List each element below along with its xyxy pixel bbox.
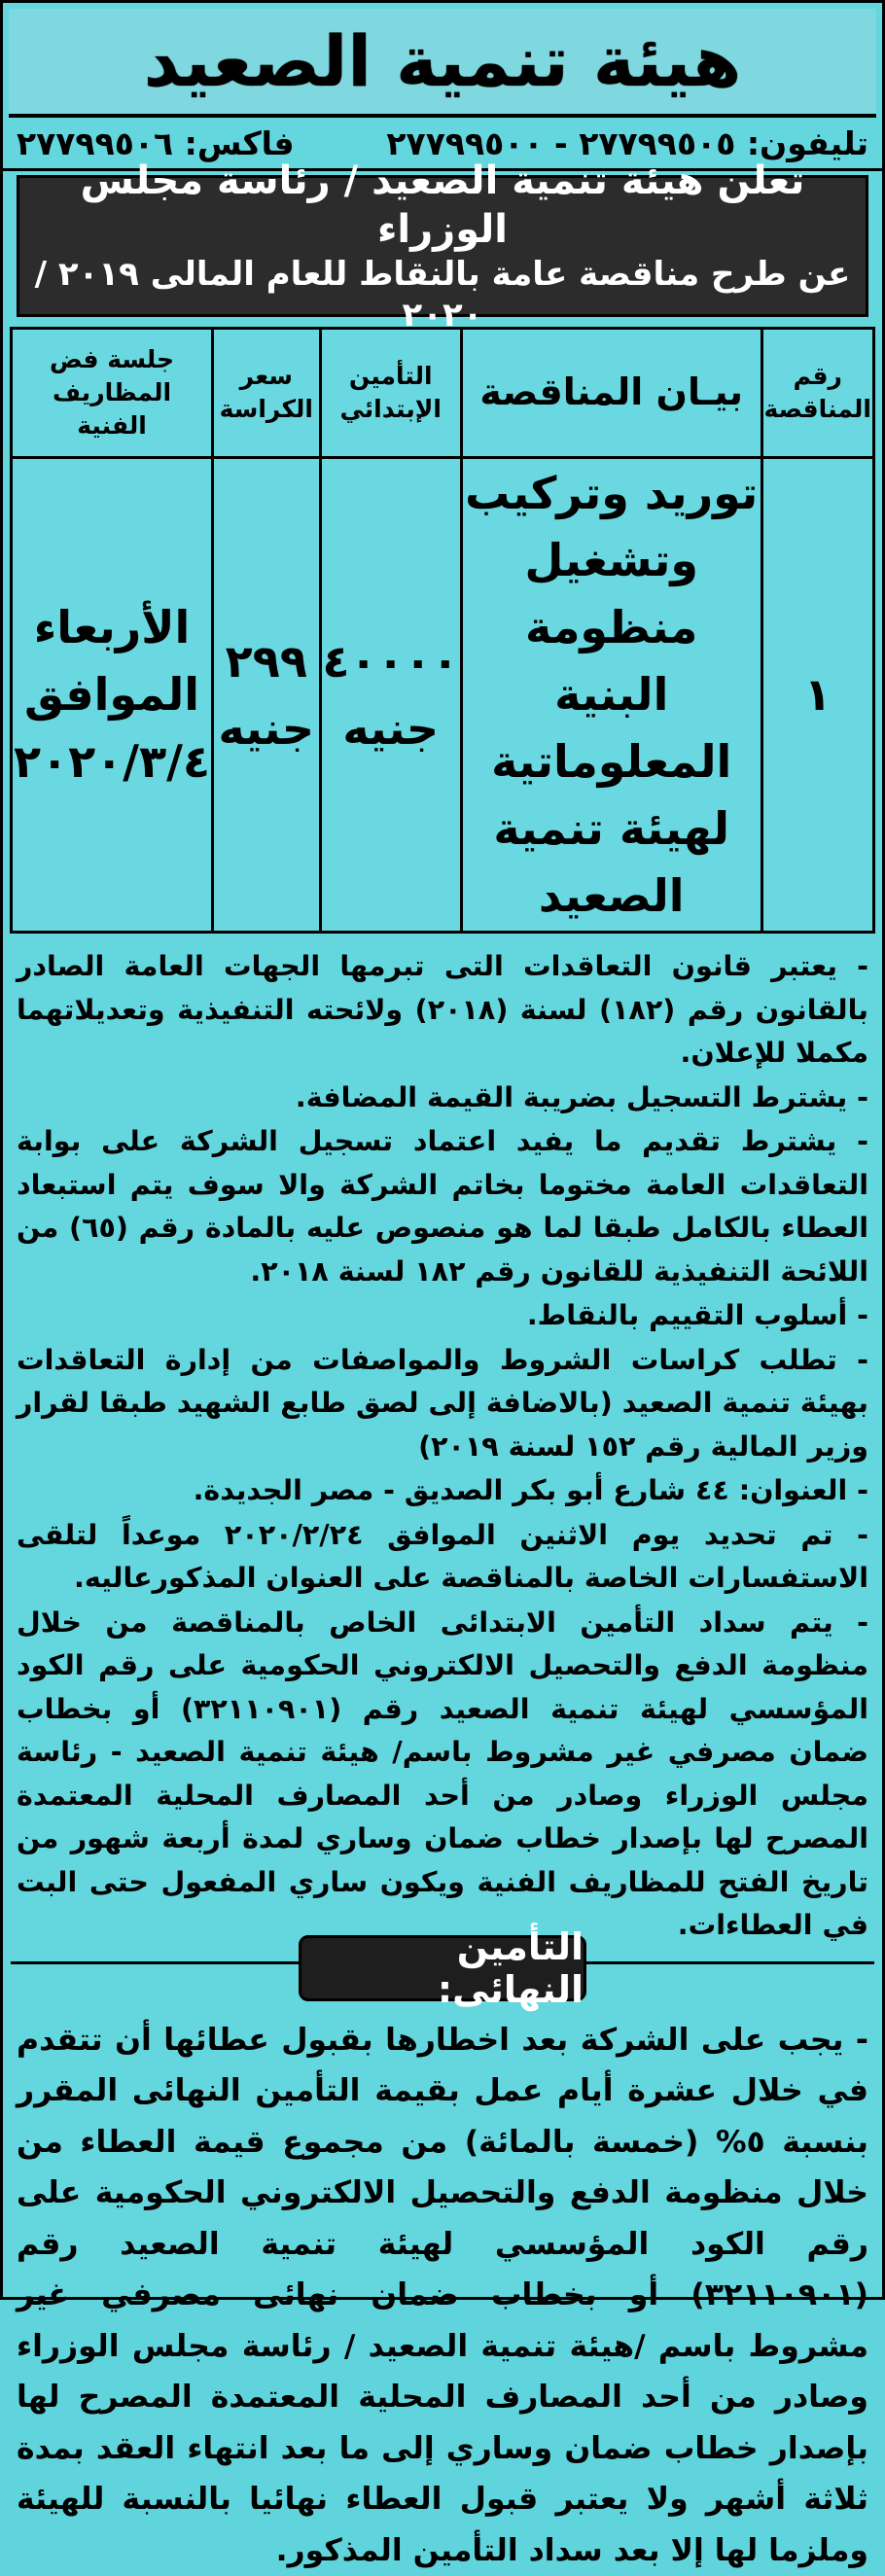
header-initial-insurance: التأمين الإبتدائي [320, 329, 461, 458]
insurance-value: ٤٠٠٠٠ [323, 628, 459, 695]
final-insurance-text: - يجب على الشركة بعد اخطارها بقبول عطائها أن تتقدم في خلال عشرة أيام عمل بقيمة التأمين النهائى المقرر بنسبة ٥% (خمسة بالمائة) من مجموع قيمة العطاء من خلال منظومة الدفع والتحصيل الالكتروني الحكومية على رقم الكود المؤسسي لهيئة تنمية الصعيد رقم (٣٢١١٠٩٠١) أو بخطاب ضمان نهائى مصرفي غير مشروط باسم /هيئة تنمية الصعيد / رئاسة مجلس الوزراء وصادر من أحد المصارف المحلية المعتمدة المصرح لها بإصدار خطاب ضمان وساري إلى ما بعد انتهاء العقد بمدة ثلاثة أشهر ولا يعتبر قبول العطاء نهائيا بالنسبة للهيئة وملزما لها إلا بعد سداد التأمين المذكور. [17, 2015, 868, 2576]
opening-session-cell [12, 458, 213, 933]
tender-number: ١ [761, 458, 873, 933]
tender-table [10, 327, 875, 934]
condition-item: - تطلب كراسات الشروط والمواصفات من إدارة التعاقدات بهيئة تنمية الصعيد (بالاضافة إلى لصق طابع الشهيد طبقا لقرار وزير المالية رقم ١٥٢ لسنة ٢٠١٩) [17, 1339, 868, 1469]
condition-item: - يتم سداد التأمين الابتدائى الخاص بالمناقصة من خلال منظومة الدفع والتحصيل الالكتروني الحكومية على رقم الكود المؤسسي لهيئة تنمية الصعيد رقم (٣٢١١٠٩٠١) أو بخطاب ضمان مصرفي غير مشروط باسم/ هيئة تنمية الصعيد - رئاسة مجلس الوزراء وصادر من أحد المصارف المحلية المعتمدة المصرح لها بإصدار خطاب ضمان وساري لمدة أربعة شهور من تاريخ الفتح للمظاريف الفنية ويكون ساري المفعول حتى البت في العطاءات. [17, 1602, 868, 1948]
insurance-unit: جنيه [323, 695, 459, 762]
final-insurance-section [11, 1961, 874, 2576]
header-tender-description: بيـان المناقصة [461, 329, 761, 458]
condition-item: - يعتبر قانون التعاقدات التى تبرمها الجهات العامة الصادر بالقانون رقم (١٨٢) لسنة (٢٠١٨) ولائحته التنفيذية وتعديلاتهما مكملا للإعلان. [17, 945, 868, 1076]
announcement-banner [17, 175, 868, 317]
announcement-line-2: عن طرح مناقصة عامة بالنقاط للعام المالى ٢٠١٩ / ٢٠٢٠ [19, 254, 866, 336]
condition-item: - العنوان: ٤٤ شارع أبو بكر الصديق - مصر الجديدة. [17, 1469, 868, 1513]
announcement-line-1: تعلن هيئة تنمية الصعيد / رئاسة مجلس الوزراء [19, 157, 866, 254]
final-insurance-text-block [11, 2001, 874, 2576]
header-opening-session: جلسة فض المظاريف الفنية [12, 329, 213, 458]
masthead [9, 9, 876, 118]
header-booklet-price: سعر الكراسة [213, 329, 320, 458]
conditions-list [3, 934, 882, 1948]
price-unit: جنيه [215, 695, 317, 762]
price-value: ٢٩٩ [215, 628, 317, 695]
fax-number: فاكس: ٢٧٧٩٩٥٠٦ [17, 124, 295, 162]
organization-title: هيئة تنمية الصعيد [144, 26, 742, 96]
condition-item: - أسلوب التقييم بالنقاط. [17, 1294, 868, 1338]
session-date: ٢٠٢٠/٣/٤ [14, 728, 210, 795]
tender-description: توريد وتركيب وتشغيل منظومة البنية المعلوماتية لهيئة تنمية الصعيد [461, 458, 761, 933]
condition-item: - يشترط تقديم ما يفيد اعتماد تسجيل الشركة على بوابة التعاقدات العامة مختوما بخاتم الشركة والا سوف يتم استبعاد العطاء بالكامل طبقا لما هو منصوص عليه بالمادة رقم (٦٥) من اللائحة التنفيذية للقانون رقم ١٨٢ لسنة ٢٠١٨. [17, 1120, 868, 1293]
booklet-price-cell [213, 458, 320, 933]
session-label: الموافق [14, 661, 210, 728]
phone-numbers: تليفون: ٢٧٧٩٩٥٠٥ - ٢٧٧٩٩٥٠٠ [386, 124, 868, 162]
final-insurance-title: التأمين النهائى: [299, 1935, 586, 2001]
table-row [12, 458, 874, 933]
header-tender-number: رقم المناقصة [761, 329, 873, 458]
initial-insurance-cell [320, 458, 461, 933]
session-day: الأربعاء [14, 594, 210, 661]
condition-item: - يشترط التسجيل بضريبة القيمة المضافة. [17, 1076, 868, 1120]
tender-table-header [12, 329, 874, 458]
condition-item: - تم تحديد يوم الاثنين الموافق ٢٠٢٠/٢/٢٤ موعداً لتلقى الاستفسارات الخاصة بالمناقصة على العنوان المذكورعاليه. [17, 1514, 868, 1601]
